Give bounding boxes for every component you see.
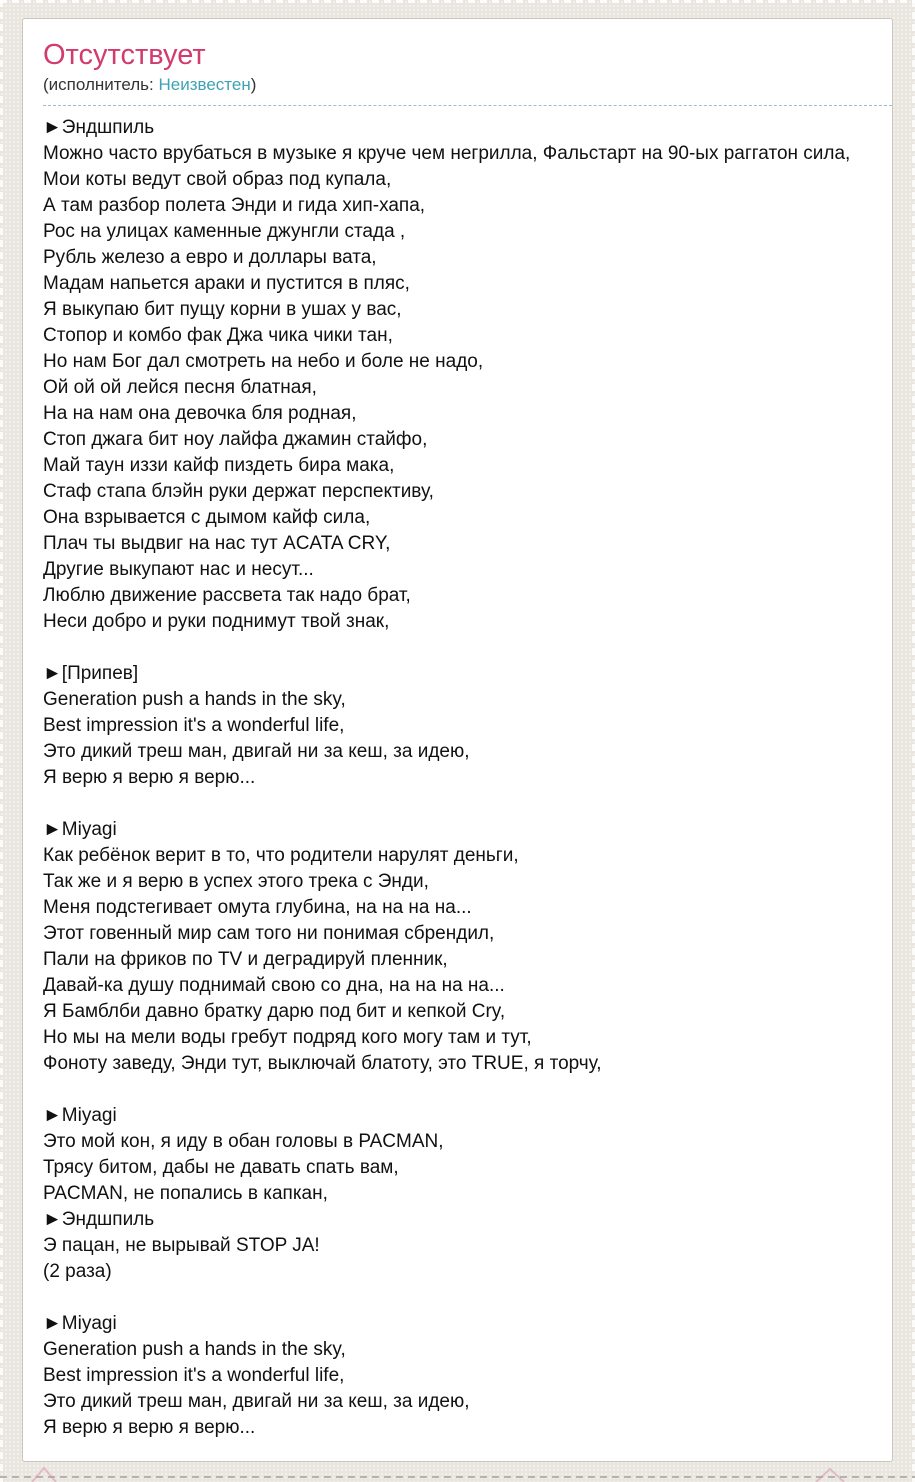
lyric-line: Это дикий треш ман, двигай ни за кеш, за идею, <box>43 741 470 762</box>
lyric-line: Пали на фриков по TV и деградируй пленник, <box>43 949 448 970</box>
stanza-gap <box>43 791 892 817</box>
artist-line <box>43 74 892 106</box>
lyric-line: Она взрывается с дымом кайф сила, <box>43 507 371 528</box>
artist-label-suffix: ) <box>250 75 257 94</box>
lyric-line: Мадам напьется араки и пустится в пляс, <box>43 273 410 294</box>
lyric-line: ►Эндшпиль <box>43 1209 155 1230</box>
lyric-line: Я Бамблби давно братку дарю под бит и кепкой Cry, <box>43 1001 506 1022</box>
stanza-gap <box>43 1077 892 1103</box>
lyric-line: Май таун иззи кайф пиздеть бира мака, <box>43 455 395 476</box>
lyric-line: Неси добро и руки поднимут твой знак, <box>43 611 390 632</box>
lyric-line: ►Miyagi <box>43 819 117 840</box>
top-dashed-border <box>0 0 915 3</box>
lyric-line: Рос на улицах каменные джунгли стада , <box>43 221 406 242</box>
lyric-line: Стаф стапа блэйн руки держат перспективу, <box>43 481 434 502</box>
lyric-line: ►Miyagi <box>43 1313 117 1334</box>
lyric-line: PACMAN, не попались в капкан, <box>43 1183 328 1204</box>
lyric-line: Другие выкупают нас и несут... <box>43 559 314 580</box>
lyric-line: Generation push a hands in the sky, <box>43 1339 346 1360</box>
decorative-pink-mark-left <box>28 1466 72 1482</box>
stanza-gap <box>43 1285 892 1311</box>
lyric-line: На на нам она девочка бля родная, <box>43 403 357 424</box>
left-dashed-border <box>0 0 3 1482</box>
lyric-line: Давай-ка душу поднимай свою со дна, на на на на... <box>43 975 505 996</box>
lyric-line: Я выкупаю бит пущу корни в ушах у вас, <box>43 299 402 320</box>
lyric-line: Так же и я верю в успех этого трека с Энди, <box>43 871 429 892</box>
lyric-line: Стопор и комбо фак Джа чика чики тан, <box>43 325 393 346</box>
lyric-line: Это дикий треш ман, двигай ни за кеш, за идею, <box>43 1391 470 1412</box>
lyric-line: Фоноту заведу, Энди тут, выключай блатоту, это TRUE, я торчу, <box>43 1053 602 1074</box>
lyric-line: А там разбор полета Энди и гида хип-хапа, <box>43 195 426 216</box>
lyric-line: ►Эндшпиль <box>43 117 155 138</box>
lyric-line: Мои коты ведут свой образ под купала, <box>43 169 392 190</box>
lyric-line: Трясу битом, дабы не давать спать вам, <box>43 1157 399 1178</box>
lyric-line: Я верю я верю я верю... <box>43 1417 256 1438</box>
lyric-line: Рубль железо а евро и доллары вата, <box>43 247 377 268</box>
lyric-line: (2 раза) <box>43 1261 112 1282</box>
lyric-line: Это мой кон, я иду в обан головы в PACMAN, <box>43 1131 444 1152</box>
lyric-line: Best impression it's a wonderful life, <box>43 715 345 736</box>
lyric-line: ►[Припев] <box>43 663 139 684</box>
lyric-line: Стоп джага бит ноу лайфа джамин стайфо, <box>43 429 428 450</box>
lyric-line: Люблю движение рассвета так надо брат, <box>43 585 411 606</box>
lyric-line: ►Miyagi <box>43 1105 117 1126</box>
lyric-line: Этот говенный мир сам того ни понимая сбрендил, <box>43 923 495 944</box>
lyric-line: Э пацан, не вырывай STOP JA! <box>43 1235 320 1256</box>
lyric-line: Best impression it's a wonderful life, <box>43 1365 345 1386</box>
lyric-line: Но нам Бог дал смотреть на небо и боле не надо, <box>43 351 484 372</box>
lyrics-card <box>22 18 893 1462</box>
bottom-dashed-border <box>0 1476 915 1478</box>
lyric-line: Ой ой ой лейся песня блатная, <box>43 377 317 398</box>
lyric-line: Плач ты выдвиг на нас тут ACATA CRY, <box>43 533 391 554</box>
stanza-gap <box>43 635 892 661</box>
decorative-pink-mark-right <box>810 1466 854 1482</box>
lyrics-text <box>43 115 892 1441</box>
lyric-line: Но мы на мели воды гребут подряд кого могу там и тут, <box>43 1027 532 1048</box>
artist-label-prefix: (исполнитель: <box>43 75 159 94</box>
song-title: Отсутствует <box>43 39 206 71</box>
lyric-line: Я верю я верю я верю... <box>43 767 256 788</box>
lyric-line: Можно часто врубаться в музыке я круче чем негрилла, Фальстарт на 90-ых раггатон сила, <box>43 143 851 164</box>
artist-link[interactable]: Неизвестен <box>158 75 251 94</box>
lyric-line: Generation push a hands in the sky, <box>43 689 346 710</box>
lyric-line: Меня подстегивает омута глубина, на на на на... <box>43 897 472 918</box>
lyric-line: Как ребёнок верит в то, что родители нарулят деньги, <box>43 845 519 866</box>
